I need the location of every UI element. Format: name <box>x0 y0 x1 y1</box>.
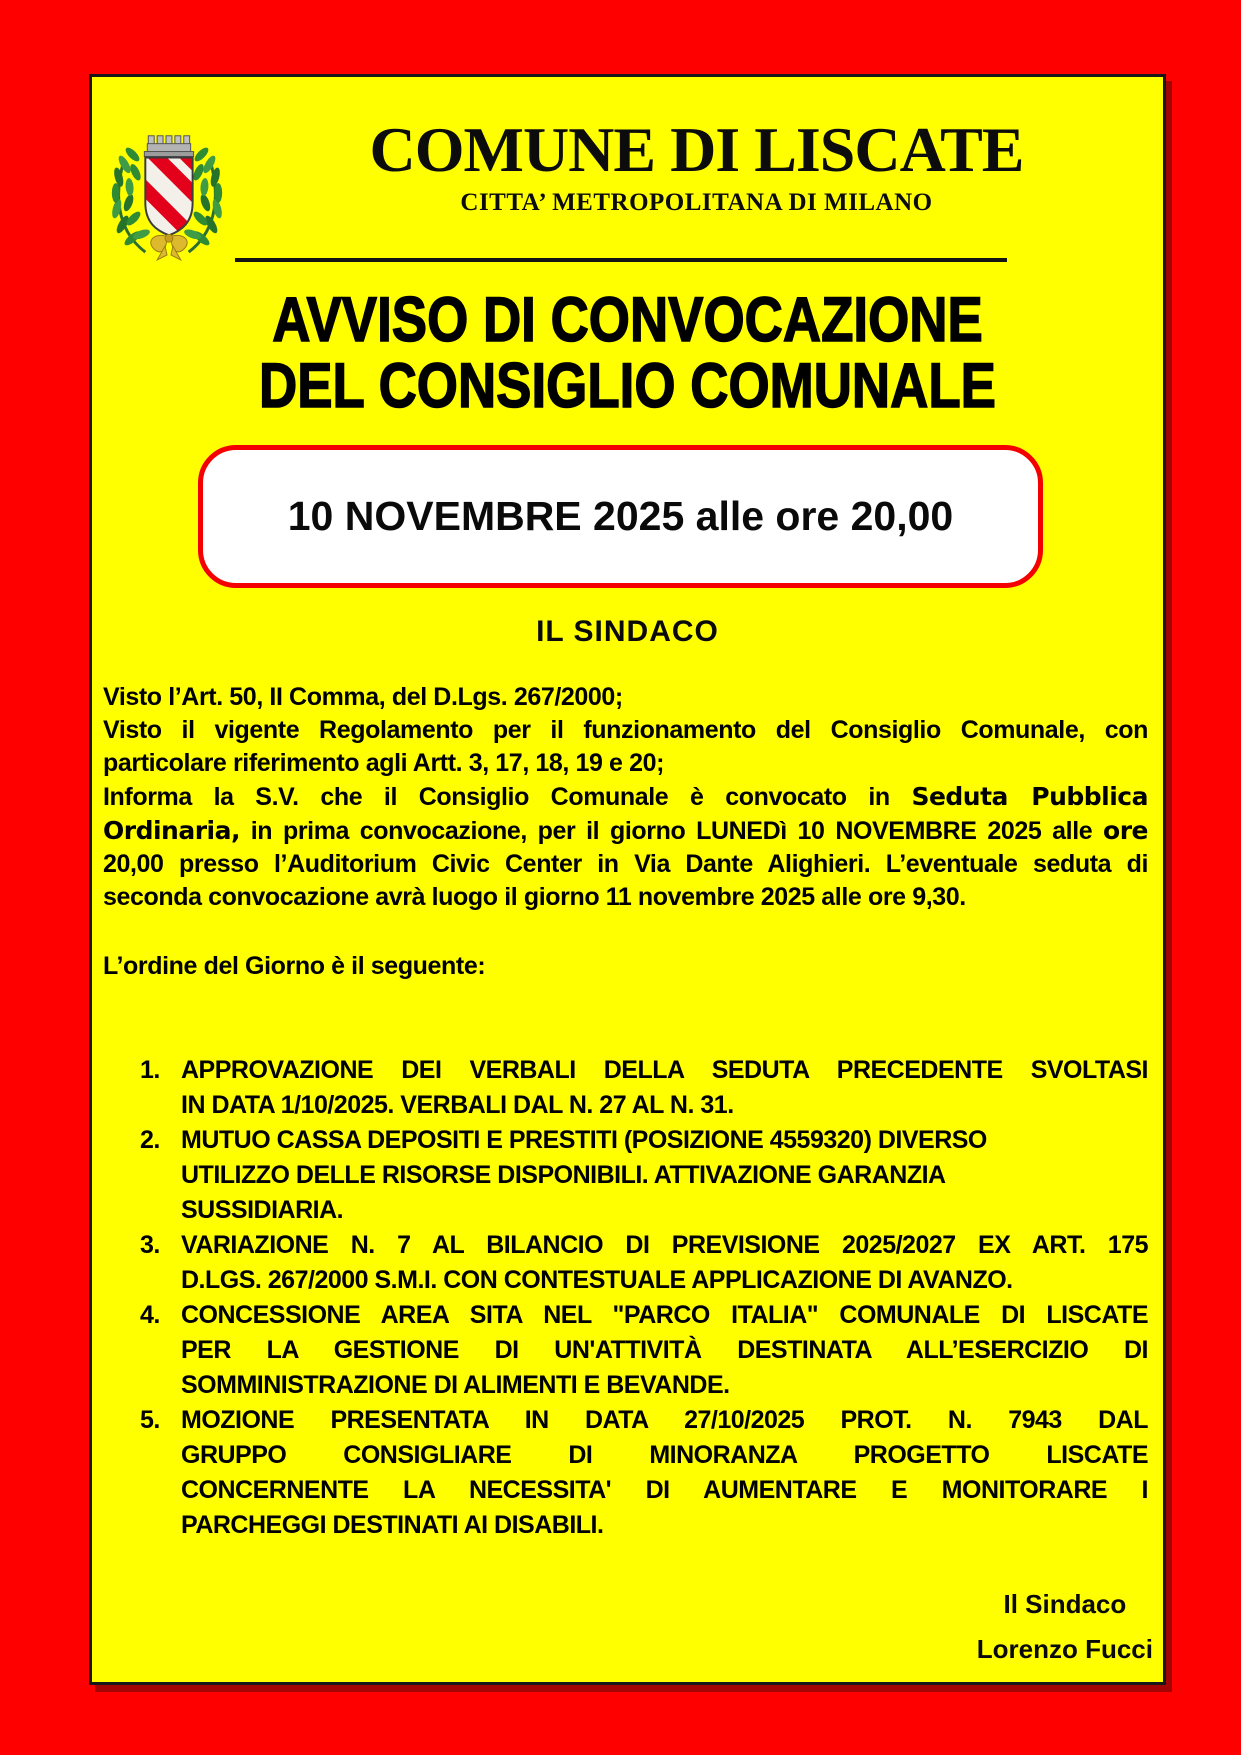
text-line: APPROVAZIONE DEI VERBALI DELLA SEDUTA PRECEDENTE SVOLTASI <box>181 1056 1148 1084</box>
notice-title-line1: AVVISO DI CONVOCAZIONE <box>272 285 983 355</box>
preamble-paragraph <box>103 780 1148 914</box>
header-divider <box>235 258 1007 262</box>
session-date-text: 10 NOVEMBRE 2025 alle ore 20,00 <box>287 493 954 539</box>
text-line: seconda convocazione avrà luogo il giorno 11 novembre 2025 alle ore 9,30. <box>103 883 966 911</box>
notice-title-line2: DEL CONSIGLIO COMUNALE <box>259 351 996 421</box>
signature-role: Il Sindaco <box>1003 1589 1127 1619</box>
ribbon-bow <box>151 234 187 260</box>
text-line: MUTUO CASSA DEPOSITI E PRESTITI (POSIZIONE 4559320) DIVERSO <box>181 1126 987 1154</box>
text-line: Visto il vigente Regolamento per il funzionamento del Consiglio Comunale, con <box>103 716 1148 744</box>
agenda-item-text <box>181 1228 1148 1298</box>
text-line: D.LGS. 267/2000 S.M.I. CON CONTESTUALE APPLICAZIONE DI AVANZO. <box>181 1266 1013 1294</box>
text-line: Informa la S.V. che il Consiglio Comunale è convocato in Seduta Pubblica <box>103 782 1149 811</box>
text-line: particolare riferimento agli Artt. 3, 17, 18, 19 e 20; <box>103 749 665 777</box>
agenda-item-text <box>181 1123 1148 1228</box>
agenda-item-number: 1. <box>140 1056 160 1084</box>
agenda-intro: L’ordine del Giorno è il seguente: <box>103 952 486 980</box>
text-line: GRUPPO CONSIGLIARE DI MINORANZA PROGETTO LISCATE <box>181 1441 1148 1469</box>
text-line: SUSSIDIARIA. <box>181 1196 344 1224</box>
text-line: Visto l’Art. 50, II Comma, del D.Lgs. 267/2000; <box>103 683 623 711</box>
municipality-name: COMUNE DI LISCATE <box>369 114 1024 185</box>
agenda-item-number: 3. <box>140 1231 160 1259</box>
text-line: CONCESSIONE AREA SITA NEL "PARCO ITALIA" COMUNALE DI LISCATE <box>181 1301 1148 1329</box>
text-line: CONCERNENTE LA NECESSITA' DI AUMENTARE E MONITORARE I <box>181 1476 1148 1504</box>
session-date-box <box>198 445 1043 588</box>
preamble-paragraphs <box>103 681 1148 914</box>
notice-title <box>92 287 1163 419</box>
agenda-item <box>140 1228 1148 1298</box>
signature-block <box>977 1582 1153 1672</box>
municipal-coat-of-arms <box>100 113 234 263</box>
text-line: PER LA GESTIONE DI UN'ATTIVITÀ DESTINATA ALL’ESERCIZIO DI <box>181 1336 1148 1364</box>
notice-sheet <box>89 74 1166 1685</box>
text-line: Ordinaria, in prima convocazione, per il giorno LUNEDì 10 NOVEMBRE 2025 alle ore <box>103 816 1148 845</box>
preamble-paragraph <box>103 714 1148 780</box>
signature-name: Lorenzo Fucci <box>976 1634 1153 1664</box>
text-line: 20,00 presso l’Auditorium Civic Center in Via Dante Alighieri. L’eventuale seduta di <box>103 850 1148 878</box>
agenda-item <box>140 1053 1148 1123</box>
agenda-item <box>140 1403 1148 1543</box>
agenda-list <box>103 1053 1148 1543</box>
text-line: IN DATA 1/10/2025. VERBALI DAL N. 27 AL N. 31. <box>181 1091 734 1119</box>
text-line: VARIAZIONE N. 7 AL BILANCIO DI PREVISIONE 2025/2027 EX ART. 175 <box>181 1231 1148 1259</box>
agenda-item-text <box>181 1053 1148 1123</box>
agenda-item-number: 2. <box>140 1126 160 1154</box>
agenda-item-number: 5. <box>140 1406 160 1434</box>
text-line: SOMMINISTRAZIONE DI ALIMENTI E BEVANDE. <box>181 1371 730 1399</box>
preamble-paragraph <box>103 681 1148 714</box>
agenda-item-text <box>181 1298 1148 1403</box>
metropolitan-city-subtitle: CITTA’ METROPOLITANA DI MILANO <box>460 189 933 216</box>
text-line: UTILIZZO DELLE RISORSE DISPONIBILI. ATTIVAZIONE GARANZIA <box>181 1161 946 1189</box>
coat-of-arms-graphic <box>100 113 234 263</box>
text-line: PARCHEGGI DESTINATI AI DISABILI. <box>181 1511 604 1539</box>
notice-body <box>103 681 1148 1543</box>
issuer-heading: IL SINDACO <box>536 615 719 648</box>
agenda-item-text <box>181 1403 1148 1543</box>
text-line: MOZIONE PRESENTATA IN DATA 27/10/2025 PROT. N. 7943 DAL <box>181 1406 1148 1434</box>
agenda-item <box>140 1123 1148 1228</box>
header <box>242 114 1151 217</box>
agenda-item <box>140 1298 1148 1403</box>
mural-crown <box>144 136 193 157</box>
agenda-item-number: 4. <box>140 1301 160 1329</box>
